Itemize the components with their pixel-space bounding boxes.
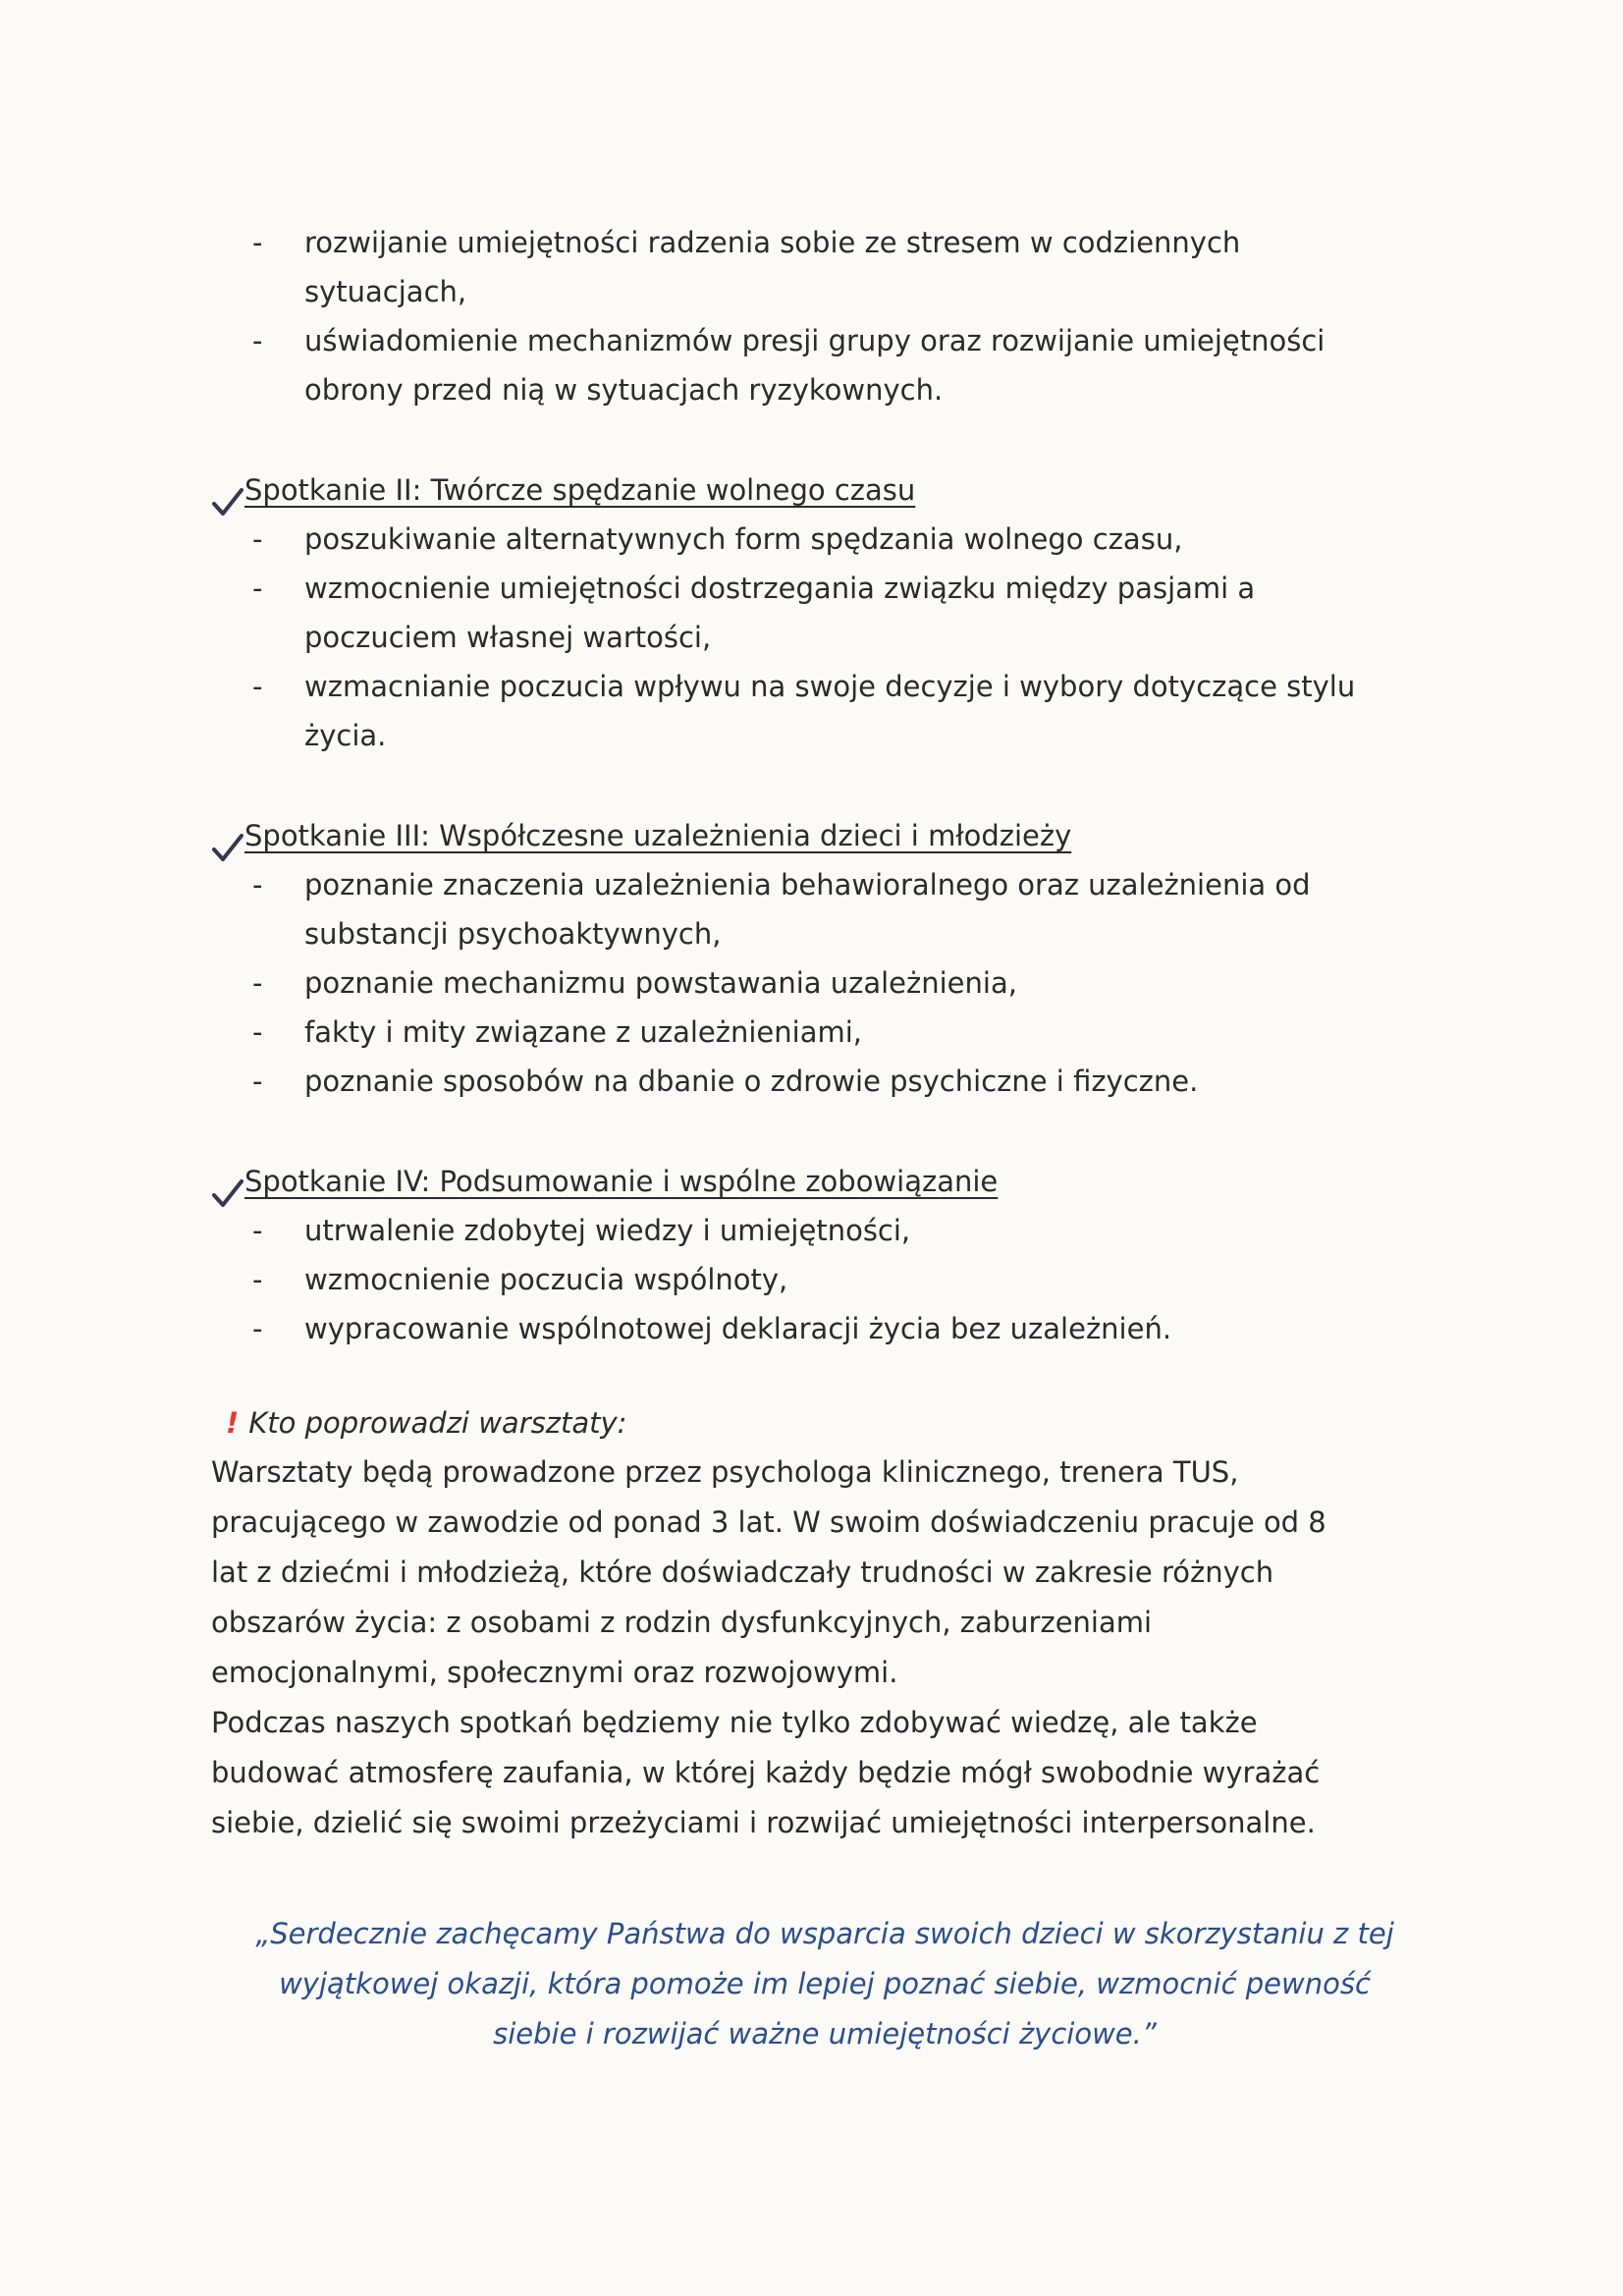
list-item-line: fakty i mity związane z uzależnieniami, [304, 1015, 863, 1049]
bullet-dash: - [252, 1263, 263, 1296]
paragraph-line: obszarów życia: z osobami z rodzin dysfunkcyjnych, zaburzeniami [211, 1606, 1153, 1639]
paragraph-line: pracującego w zawodzie od ponad 3 lat. W swoim doświadczeniu pracuje od 8 [211, 1505, 1326, 1539]
list-item-line: poczuciem własnej wartości, [304, 621, 712, 654]
list-item-line: uświadomienie mechanizmów presji grupy oraz rozwijanie umiejętności [304, 324, 1325, 357]
list-item [211, 1206, 1438, 1255]
list-item-line: wzmacnianie poczucia wpływu na swoje decyzje i wybory dotyczące stylu [304, 670, 1356, 703]
checkmark-icon [211, 1176, 244, 1210]
list-item-line: wypracowanie wspólnotowej deklaracji życia bez uzależnień. [304, 1312, 1172, 1345]
list-item [211, 316, 1438, 414]
bullet-dash: - [252, 1065, 263, 1098]
list-item-line: wzmocnienie umiejętności dostrzegania związku między pasjami a [304, 572, 1256, 605]
list-item [211, 564, 1438, 662]
section-heading [211, 811, 1438, 860]
list-item-line: życia. [304, 719, 387, 752]
bullet-dash: - [252, 522, 263, 556]
list-item-line: rozwijanie umiejętności radzenia sobie ze stresem w codziennych [304, 226, 1241, 259]
bullet-dash: - [252, 1312, 263, 1345]
bullet-dash: - [252, 1214, 263, 1247]
list-item [211, 1255, 1438, 1304]
section-bullet-list [211, 860, 1438, 1106]
list-item [211, 958, 1438, 1008]
intro-bullet-list [211, 218, 1438, 414]
list-item [211, 1057, 1438, 1106]
section-meeting-4 [211, 1157, 1438, 1353]
workshop-leader-heading [211, 1398, 1438, 1448]
list-item-line: substancji psychoaktywnych, [304, 917, 722, 951]
quote-line: „Serdecznie zachęcamy Państwa do wsparcia swoich dzieci w skorzystaniu z tej [255, 1917, 1394, 1950]
leader-description-paragraph [211, 1448, 1419, 1698]
list-item-line: utrwalenie zdobytej wiedzy i umiejętności, [304, 1214, 911, 1247]
closing-quote [211, 1909, 1438, 2059]
checkmark-icon [211, 831, 244, 864]
section-heading [211, 1157, 1438, 1206]
checkmark-icon [211, 485, 244, 519]
paragraph-line: budować atmosferę zaufania, w której każdy będzie mógł swobodnie wyrażać [211, 1756, 1321, 1789]
section-heading-text: Spotkanie II: Twórcze spędzanie wolnego czasu [244, 473, 916, 507]
paragraph-line: Podczas naszych spotkań będziemy nie tylko zdobywać wiedzę, ale także [211, 1706, 1258, 1739]
paragraph-line: emocjonalnymi, społecznymi oraz rozwojowymi. [211, 1656, 898, 1689]
bullet-dash: - [252, 1015, 263, 1049]
list-item-line: poznanie mechanizmu powstawania uzależnienia, [304, 966, 1017, 1000]
section-bullet-list [211, 515, 1438, 760]
list-item [211, 860, 1438, 958]
paragraph-line: lat z dziećmi i młodzieżą, które doświadczały trudności w zakresie różnych [211, 1556, 1274, 1589]
section-meeting-2 [211, 465, 1438, 760]
list-item [211, 662, 1438, 760]
list-item-line: wzmocnienie poczucia wspólnoty, [304, 1263, 788, 1296]
paragraph-line: siebie, dzielić się swoimi przeżyciami i rozwijać umiejętności interpersonalne. [211, 1806, 1316, 1839]
section-heading [211, 465, 1438, 515]
list-item-line: poznanie sposobów na dbanie o zdrowie psychiczne i fizyczne. [304, 1065, 1199, 1098]
bullet-dash: - [252, 966, 263, 1000]
list-item [211, 218, 1438, 316]
list-item-line: poszukiwanie alternatywnych form spędzania wolnego czasu, [304, 522, 1183, 556]
workshop-leader-heading-text: Kto poprowadzi warsztaty: [248, 1406, 627, 1440]
section-meeting-3 [211, 811, 1438, 1106]
workshop-leader-section [211, 1398, 1438, 1848]
list-item [211, 1008, 1438, 1057]
list-item [211, 515, 1438, 564]
bullet-dash: - [252, 868, 263, 902]
quote-line: siebie i rozwijać ważne umiejętności życiowe.” [493, 2017, 1157, 2050]
bullet-dash: - [252, 572, 263, 605]
paragraph-line: Warsztaty będą prowadzone przez psychologa klinicznego, trenera TUS, [211, 1455, 1239, 1489]
quote-line: wyjątkowej okazji, która pomoże im lepiej poznać siebie, wzmocnić pewność [279, 1967, 1371, 2000]
bullet-dash: - [252, 670, 263, 703]
list-item-line: sytuacjach, [304, 275, 467, 308]
section-heading-text: Spotkanie IV: Podsumowanie i wspólne zobowiązanie [244, 1165, 999, 1198]
exclamation-icon: ! [226, 1406, 240, 1440]
meetings-description-paragraph [211, 1698, 1419, 1848]
list-item-line: obrony przed nią w sytuacjach ryzykownych. [304, 373, 944, 407]
section-heading-text: Spotkanie III: Współczesne uzależnienia dzieci i młodzieży [244, 819, 1072, 852]
list-item-line: poznanie znaczenia uzależnienia behawioralnego oraz uzależnienia od [304, 868, 1311, 902]
bullet-dash: - [252, 226, 263, 259]
section-bullet-list [211, 1206, 1438, 1353]
document-content [211, 218, 1438, 2059]
bullet-dash: - [252, 324, 263, 357]
list-item [211, 1304, 1438, 1353]
